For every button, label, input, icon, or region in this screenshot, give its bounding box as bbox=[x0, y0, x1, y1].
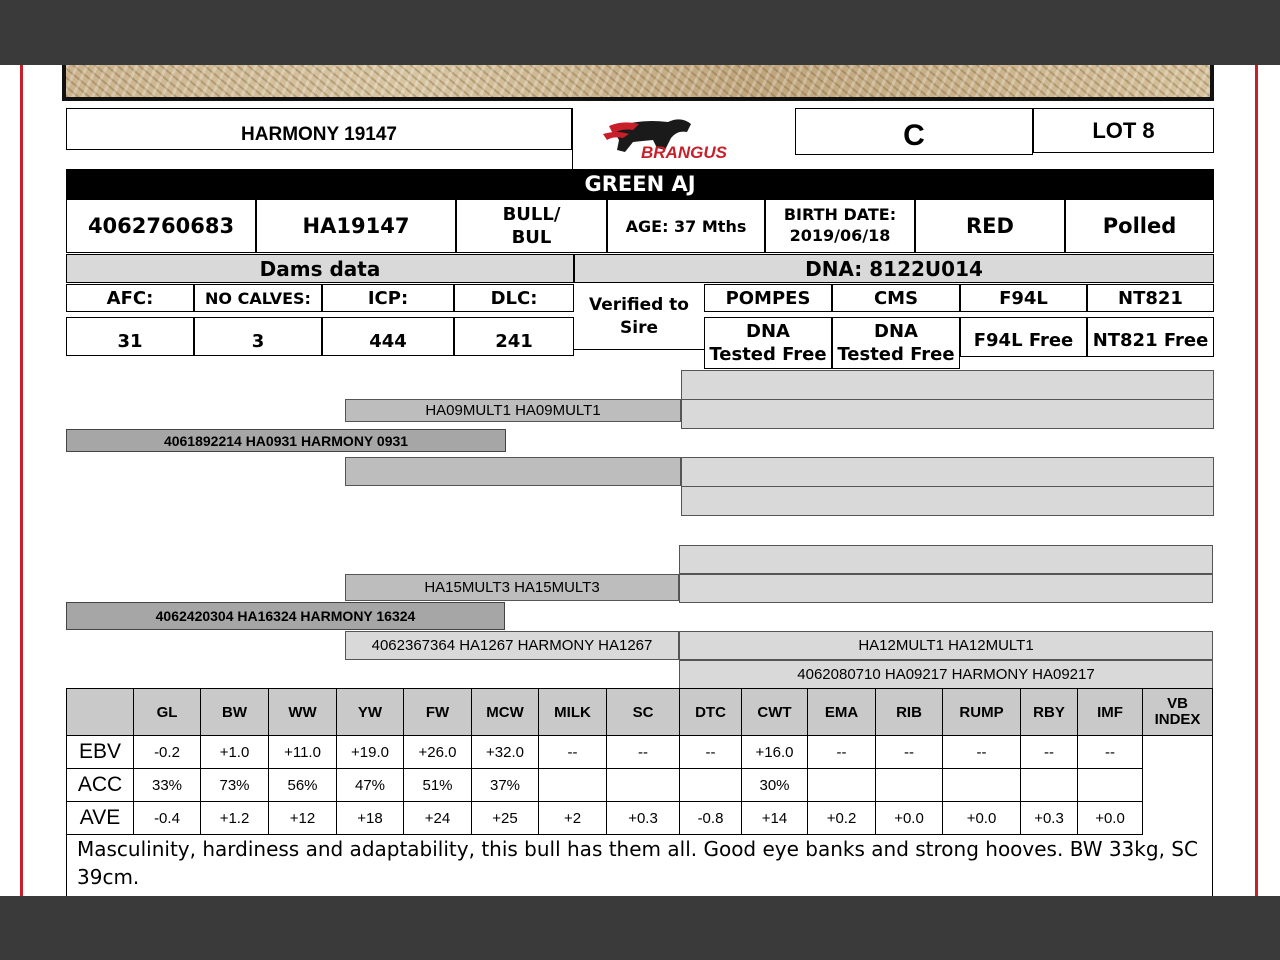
owner-name-bar: GREEN AJ bbox=[66, 169, 1214, 199]
ave-fw: +24 bbox=[404, 802, 472, 835]
dlc-value: 241 bbox=[454, 317, 574, 356]
ebv-rump: -- bbox=[943, 736, 1021, 769]
pompes-header: POMPES bbox=[704, 284, 832, 312]
pedigree-dam-dam: 4062367364 HA1267 HARMONY HA1267 bbox=[345, 631, 679, 660]
pedigree-ssd-box bbox=[681, 399, 1214, 429]
ebv-fw: +26.0 bbox=[404, 736, 472, 769]
ebv-yw: +19.0 bbox=[337, 736, 404, 769]
col-cwt: CWT bbox=[742, 689, 808, 736]
birth-date: BIRTH DATE: 2019/06/18 bbox=[765, 199, 915, 253]
acc-bw: 73% bbox=[201, 769, 269, 802]
ebv-corner-cell bbox=[67, 689, 134, 736]
cms-header: CMS bbox=[832, 284, 960, 312]
col-mcw: MCW bbox=[472, 689, 539, 736]
pompes-value: DNA Tested Free bbox=[704, 317, 832, 369]
ave-imf: +0.0 bbox=[1078, 802, 1143, 835]
brangus-logo-text: BRANGUS bbox=[641, 143, 727, 162]
pedigree-dam: 4062420304 HA16324 HARMONY 16324 bbox=[66, 602, 505, 630]
col-vb-index: VB INDEX bbox=[1143, 689, 1213, 736]
acc-row bbox=[67, 769, 1213, 802]
col-rib: RIB bbox=[876, 689, 943, 736]
acc-yw: 47% bbox=[337, 769, 404, 802]
no-calves-value: 3 bbox=[194, 317, 322, 356]
dams-data-title: Dams data bbox=[66, 254, 574, 283]
pedigree-sss-box bbox=[681, 370, 1214, 400]
acc-imf bbox=[1078, 769, 1143, 802]
ave-rby: +0.3 bbox=[1021, 802, 1078, 835]
pedigree-sire-sire: HA09MULT1 HA09MULT1 bbox=[345, 399, 681, 422]
viewer-top-bar bbox=[0, 0, 1280, 65]
ebv-bw: +1.0 bbox=[201, 736, 269, 769]
ebv-gl: -0.2 bbox=[134, 736, 201, 769]
ave-ww: +12 bbox=[269, 802, 337, 835]
acc-rib bbox=[876, 769, 943, 802]
ebv-milk: -- bbox=[539, 736, 607, 769]
nt821-header: NT821 bbox=[1087, 284, 1214, 312]
acc-fw: 51% bbox=[404, 769, 472, 802]
col-bw: BW bbox=[201, 689, 269, 736]
col-rby: RBY bbox=[1021, 689, 1078, 736]
animal-name: HARMONY 19147 bbox=[66, 108, 572, 150]
ebv-row bbox=[67, 736, 1213, 769]
col-dtc: DTC bbox=[680, 689, 742, 736]
cms-value: DNA Tested Free bbox=[832, 317, 960, 369]
viewer-bottom-bar bbox=[0, 896, 1280, 960]
icp-value: 444 bbox=[322, 317, 454, 356]
animal-color: RED bbox=[915, 199, 1065, 253]
afc-header: AFC: bbox=[66, 284, 194, 312]
no-calves-header: NO CALVES: bbox=[194, 284, 322, 312]
col-imf: IMF bbox=[1078, 689, 1143, 736]
f94l-value: F94L Free bbox=[960, 317, 1087, 357]
ave-cwt: +14 bbox=[742, 802, 808, 835]
animal-age: AGE: 37 Mths bbox=[607, 199, 765, 253]
nt821-value: NT821 Free bbox=[1087, 317, 1214, 357]
ave-sc: +0.3 bbox=[607, 802, 680, 835]
acc-rby bbox=[1021, 769, 1078, 802]
dlc-header: DLC: bbox=[454, 284, 574, 312]
animal-sex: BULL/ BUL bbox=[456, 199, 607, 253]
col-yw: YW bbox=[337, 689, 404, 736]
ebv-imf: -- bbox=[1078, 736, 1143, 769]
lot-page bbox=[0, 65, 1280, 896]
vb-index-value bbox=[1143, 736, 1213, 835]
lot-number: LOT 8 bbox=[1033, 108, 1214, 153]
row-label-acc: ACC bbox=[67, 769, 134, 802]
acc-cwt: 30% bbox=[742, 769, 808, 802]
acc-rump bbox=[943, 769, 1021, 802]
f94l-header: F94L bbox=[960, 284, 1087, 312]
bull-photo-strip bbox=[62, 65, 1214, 101]
brangus-logo bbox=[572, 108, 795, 170]
pedigree-dsd-box bbox=[679, 574, 1213, 603]
pedigree-sire: 4061892214 HA0931 HARMONY 0931 bbox=[66, 429, 506, 452]
ave-milk: +2 bbox=[539, 802, 607, 835]
ave-yw: +18 bbox=[337, 802, 404, 835]
pedigree-dam-sire: HA15MULT3 HA15MULT3 bbox=[345, 574, 679, 601]
ebv-table bbox=[66, 688, 1213, 835]
col-gl: GL bbox=[134, 689, 201, 736]
ebv-sc: -- bbox=[607, 736, 680, 769]
bull-comment: Masculinity, hardiness and adaptability, this bull has them all. Good eye banks and strong hooves. BW 33kg, SC 39cm. bbox=[66, 833, 1213, 896]
col-fw: FW bbox=[404, 689, 472, 736]
ebv-rib: -- bbox=[876, 736, 943, 769]
animal-id: 4062760683 bbox=[66, 199, 256, 253]
ave-rump: +0.0 bbox=[943, 802, 1021, 835]
pedigree-dam-dam-dam: 4062080710 HA09217 HARMONY HA09217 bbox=[679, 660, 1213, 689]
ave-mcw: +25 bbox=[472, 802, 539, 835]
ave-ema: +0.2 bbox=[808, 802, 876, 835]
col-ema: EMA bbox=[808, 689, 876, 736]
pedigree-sire-dam bbox=[345, 457, 681, 486]
ebv-cwt: +16.0 bbox=[742, 736, 808, 769]
left-red-border bbox=[20, 65, 23, 896]
ebv-rby: -- bbox=[1021, 736, 1078, 769]
col-milk: MILK bbox=[539, 689, 607, 736]
acc-sc bbox=[607, 769, 680, 802]
ave-bw: +1.2 bbox=[201, 802, 269, 835]
pedigree-dam-dam-sire: HA12MULT1 HA12MULT1 bbox=[679, 631, 1213, 660]
col-rump: RUMP bbox=[943, 689, 1021, 736]
afc-value: 31 bbox=[66, 317, 194, 356]
horn-status: Polled bbox=[1065, 199, 1214, 253]
ebv-dtc: -- bbox=[680, 736, 742, 769]
acc-mcw: 37% bbox=[472, 769, 539, 802]
pedigree-sdd-box bbox=[681, 486, 1214, 516]
ave-row bbox=[67, 802, 1213, 835]
col-sc: SC bbox=[607, 689, 680, 736]
verified-to-sire: Verified to Sire bbox=[574, 284, 704, 350]
class-letter: C bbox=[795, 108, 1033, 155]
ebv-ema: -- bbox=[808, 736, 876, 769]
col-ww: WW bbox=[269, 689, 337, 736]
ave-gl: -0.4 bbox=[134, 802, 201, 835]
ave-dtc: -0.8 bbox=[680, 802, 742, 835]
row-label-ave: AVE bbox=[67, 802, 134, 835]
acc-dtc bbox=[680, 769, 742, 802]
row-label-ebv: EBV bbox=[67, 736, 134, 769]
dna-title: DNA: 8122U014 bbox=[574, 254, 1214, 283]
ebv-header-row bbox=[67, 689, 1213, 736]
right-red-border bbox=[1255, 65, 1258, 896]
acc-ww: 56% bbox=[269, 769, 337, 802]
ave-rib: +0.0 bbox=[876, 802, 943, 835]
pedigree-dss-box bbox=[679, 545, 1213, 574]
animal-tag: HA19147 bbox=[256, 199, 456, 253]
acc-ema bbox=[808, 769, 876, 802]
ebv-ww: +11.0 bbox=[269, 736, 337, 769]
ebv-mcw: +32.0 bbox=[472, 736, 539, 769]
acc-gl: 33% bbox=[134, 769, 201, 802]
icp-header: ICP: bbox=[322, 284, 454, 312]
pedigree-sds-box bbox=[681, 457, 1214, 487]
acc-milk bbox=[539, 769, 607, 802]
